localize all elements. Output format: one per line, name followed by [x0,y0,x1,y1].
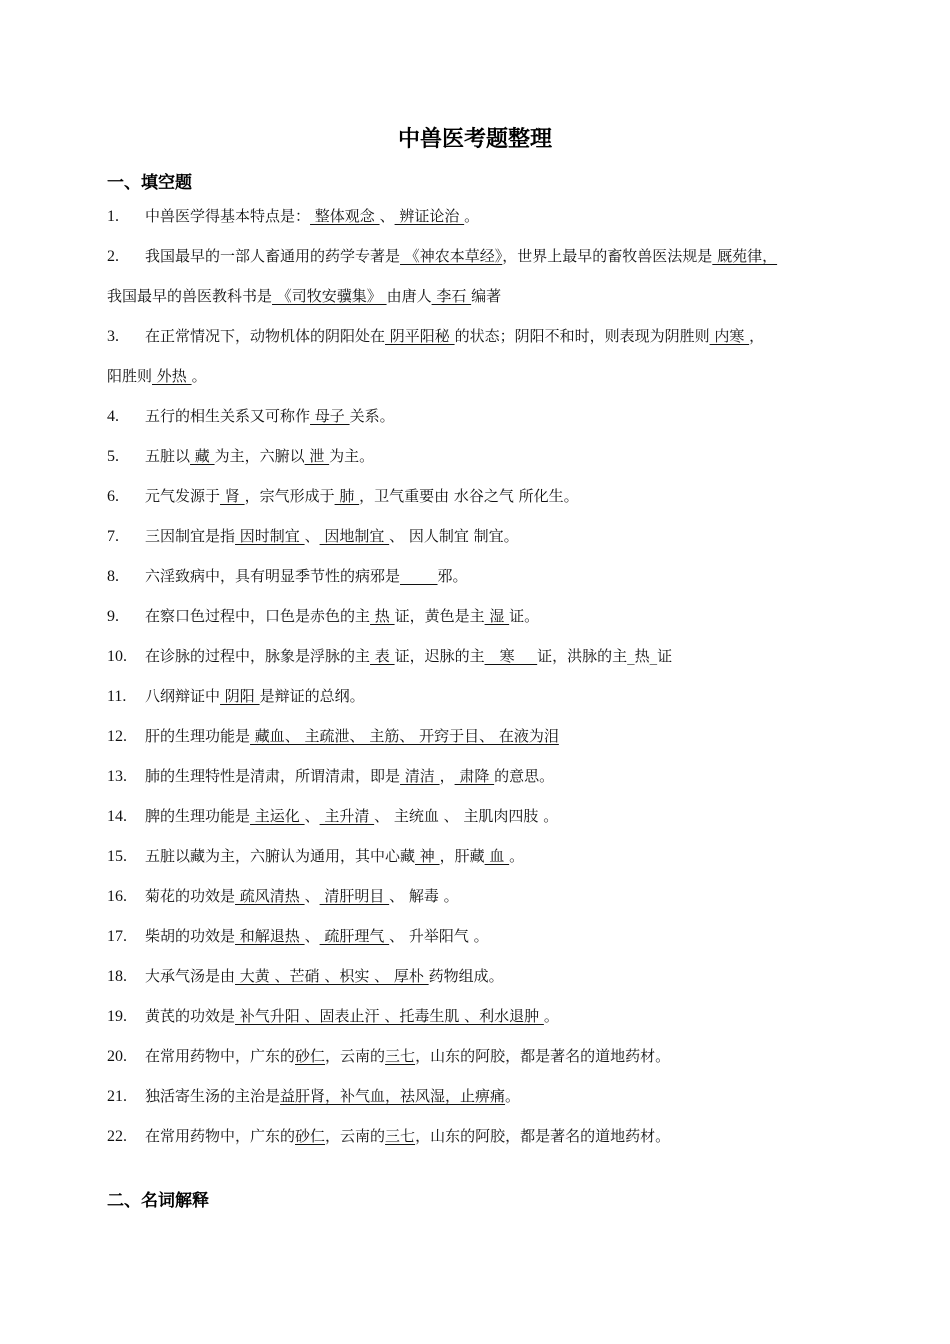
question-text: 。 [543,1007,559,1025]
question-text: 为主。 [329,447,375,465]
question-number: 5. [107,448,119,465]
question-number: 21. [107,1088,127,1105]
question-text: 六淫致病中，具有明显季节性的病邪是 [145,567,401,585]
question-text: 大承气汤是由 [145,967,236,985]
answer-text: 主升清 [319,807,375,825]
question-text: 在正常情况下，动物机体的阴阳处在 [145,327,386,345]
question-line [107,686,365,707]
question-text: 证，黄色是主 [394,607,485,625]
answer-text: 内寒 [709,327,750,345]
question-text: 肝的生理功能是 [145,727,251,745]
answer-text: 三七 [385,1047,416,1065]
question-line [107,1086,520,1107]
question-line [107,1046,670,1067]
answer-text: 厩苑律， [712,247,778,265]
question-text: 。 [464,207,480,225]
answer-text: 补气升阳 、固表止汗 、托毒生肌 、利水退肿 [235,1007,544,1025]
question-number: 17. [107,928,127,945]
question-text: ，世界上最早的畜牧兽医法规是 [502,247,713,265]
question-text: 我国最早的兽医教科书是 [107,287,273,305]
answer-text: 砂仁 [295,1127,326,1145]
question-text: 阳胜则 [107,367,153,385]
question-text: 、 [304,927,320,945]
question-text: 是辩证的总纲。 [259,687,365,705]
question-text: 、 主统血 、 主肌肉四肢 。 [374,807,559,825]
question-number: 4. [107,408,119,425]
question-number: 20. [107,1048,127,1065]
answer-text: 和解退热 [235,927,305,945]
question-text: 、 升举阳气 。 [389,927,489,945]
question-text: 菊花的功效是 [145,887,236,905]
question-number: 18. [107,968,127,985]
question-text: 证，迟脉的主 [394,647,485,665]
answer-text: 热 [370,607,395,625]
answer-text: 辨证论治 [394,207,465,225]
question-text: 五脏以 [145,447,191,465]
question-text: 八纲辩证中 [145,687,221,705]
section-heading-terms: 二、名词解释 [107,1191,209,1211]
question-text: 证，洪脉的主_热_证 [537,647,673,665]
question-line [107,886,459,907]
answer-text: 表 [370,647,395,665]
answer-text: 三七 [385,1127,416,1145]
question-text: 五行的相生关系又可称作 [145,407,311,425]
question-text: 、 [304,807,320,825]
question-text: ，卫气重要由 水谷之气 所化生。 [359,487,579,505]
answer-text: 《神农本草经》 [400,247,503,265]
question-number: 11. [107,688,127,705]
answer-text: 阴平阳秘 [385,327,455,345]
question-text: 柴胡的功效是 [145,927,236,945]
question-text: 独活寄生汤的主治是 [145,1087,281,1105]
question-text: 在诊脉的过程中，脉象是浮脉的主 [145,647,371,665]
question-text: 五脏以藏为主，六腑认为通用，其中心藏 [145,847,416,865]
question-text: 在常用药物中，广东的 [145,1047,296,1065]
question-text: 中兽医学得基本特点是： [145,207,311,225]
answer-text: 外热 [152,367,192,385]
question-line [107,566,468,587]
question-text: 邪。 [437,567,468,585]
answer-text: 藏 [190,447,215,465]
answer-text: 主运化 [250,807,305,825]
answer-text: __寒___ [484,647,538,665]
question-line [107,486,579,507]
answer-text: 肃降 [454,767,495,785]
question-number: 13. [107,768,127,785]
question-text: 、 因人制宜 制宜。 [389,527,519,545]
question-line [107,526,519,547]
answer-text: 因地制宜 [319,527,390,545]
question-number: 19. [107,1008,127,1025]
answer-text: 疏风清热 [235,887,305,905]
question-text: 。 [509,847,525,865]
question-text: 药物组成。 [428,967,504,985]
answer-text: _____ [400,567,438,585]
question-text: 关系。 [349,407,395,425]
page-title: 中兽医考题整理 [397,127,552,152]
question-number: 7. [107,528,119,545]
question-text: 证。 [509,607,540,625]
answer-text: 阴阳 [220,687,260,705]
question-number: 16. [107,888,127,905]
question-number: 3. [107,328,119,345]
question-line [107,726,559,747]
question-text: 、 [304,887,320,905]
question-line [107,446,374,467]
question-line [107,766,554,787]
question-line [107,806,558,827]
question-number: 1. [107,208,119,225]
question-text: 肺的生理特性是清肃，所谓清肃，即是 [145,767,401,785]
question-number: 2. [107,248,119,265]
answer-text: 肺 [334,487,360,505]
question-number: 15. [107,848,127,865]
question-number: 6. [107,488,119,505]
question-text: 、 [304,527,320,545]
question-number: 9. [107,608,119,625]
question-line [107,286,501,306]
question-text: 在察口色过程中，口色是赤色的主 [145,607,371,625]
question-text: 元气发源于 [145,487,221,505]
section-heading-fill-blank: 一、填空题 [107,173,192,193]
answer-text: 清洁 [400,767,440,785]
question-line [107,926,489,947]
question-text: ， [749,327,765,345]
answer-text: 疏肝理气 [319,927,390,945]
answer-text: 益肝肾，补气血，祛风湿，止痹痛 [280,1087,506,1105]
question-line [107,606,539,627]
answer-text: 整体观念 [310,207,380,225]
answer-text: 因时制宜 [235,527,305,545]
question-text: ，宗气形成于 [244,487,335,505]
answer-text: 神 [415,847,440,865]
answer-text: 《司牧安骥集》 [272,287,387,305]
question-text: 。 [505,1087,521,1105]
question-line [107,406,395,427]
answer-text: 藏血、 主疏泄、 主筋、 开窍于目、 在液为泪 [250,727,559,745]
question-line [107,646,672,667]
question-text: 脾的生理功能是 [145,807,251,825]
question-number: 8. [107,568,119,585]
answer-text: 清肝明目 [319,887,390,905]
question-text: 的意思。 [494,767,555,785]
question-text: ，山东的阿胶，都是著名的道地药材。 [415,1127,671,1145]
question-line [107,206,479,227]
question-line [107,1126,670,1147]
question-line [107,326,764,347]
question-text: 三因制宜是指 [145,527,236,545]
answer-text: 湿 [484,607,510,625]
answer-text: 大黄 、芒硝 、枳实 、 厚朴 [235,967,429,985]
question-number: 14. [107,808,127,825]
question-number: 12. [107,728,127,745]
question-text: 为主，六腑以 [214,447,305,465]
question-text: ，山东的阿胶，都是著名的道地药材。 [415,1047,671,1065]
question-line [107,1006,559,1027]
question-number: 22. [107,1128,127,1145]
answer-text: 李石 [431,287,472,305]
question-text: 的状态；阴阳不和时，则表现为阴胜则 [454,327,710,345]
answer-text: 母子 [310,407,350,425]
answer-text: 肾 [220,487,245,505]
question-text: 编著 [471,287,502,305]
question-text: 由唐人 [386,287,432,305]
question-text: ，肝藏 [439,847,485,865]
question-line [107,846,524,867]
question-text: 。 [191,367,207,385]
question-text: 黄芪的功效是 [145,1007,236,1025]
question-text: 、 [379,207,395,225]
question-text: ，云南的 [325,1047,386,1065]
answer-text: 血 [484,847,510,865]
question-text: ，云南的 [325,1127,386,1145]
answer-text: 砂仁 [295,1047,326,1065]
question-line [107,966,504,987]
question-text: 、 解毒 。 [389,887,459,905]
question-number: 10. [107,648,127,665]
question-text: 我国最早的一部人畜通用的药学专著是 [145,247,401,265]
answer-text: 泄 [304,447,330,465]
question-line [107,366,207,386]
question-text: ， [439,767,455,785]
question-text: 在常用药物中，广东的 [145,1127,296,1145]
question-line [107,246,777,267]
